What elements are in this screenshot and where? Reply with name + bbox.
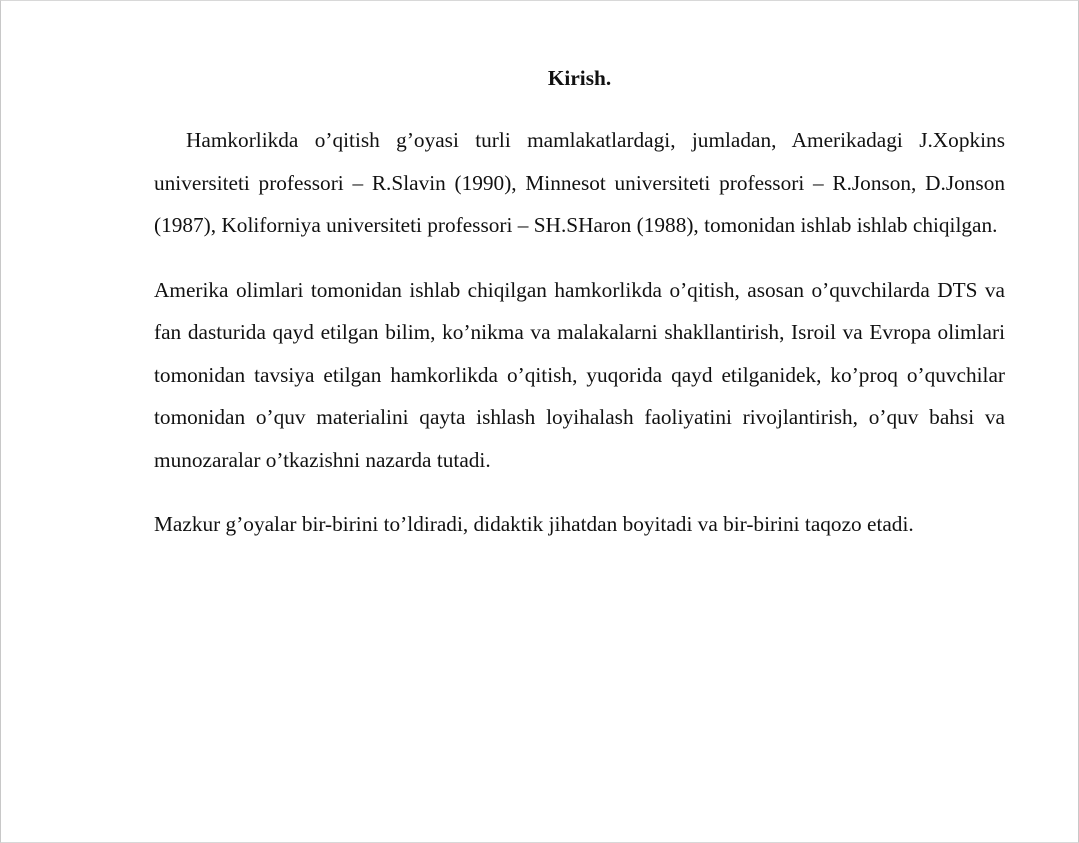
paragraph-1: Hamkorlikda o’qitish g’oyasi turli mamlakatlardagi, jumladan, Amerikadagi J.Xopkins universiteti professori – R.Slavin (1990), Minnesot universiteti professori – R.Jonson, D.Jonson (1987), Koliforniya universiteti professori – SH.SHaron (1988), tomonidan ishlab ishlab chiqilgan. (154, 128, 1005, 237)
page-title: Kirish. (547, 66, 612, 90)
paragraph-3: Mazkur g’oyalar bir-birini to’ldiradi, didaktik jihatdan boyitadi va bir-birini taqozo etadi. (154, 512, 914, 536)
paragraph-2: Amerika olimlari tomonidan ishlab chiqilgan hamkorlikda o’qitish, asosan o’quvchilarda DTS va fan dasturida qayd etilgan bilim, ko’nikma va malakalarni shakllantirish, Isroil va Evropa olimlari tomonidan tavsiya etilgan hamkorlikda o’qitish, yuqorida qayd etilganidek, ko’proq o’quvchilar tomonidan o’quv materialini qayta ishlash loyihalash faoliyatini rivojlantirish, o’quv bahsi va munozaralar o’tkazishni nazarda tutadi. (154, 277, 1005, 472)
document-body (154, 61, 1005, 546)
